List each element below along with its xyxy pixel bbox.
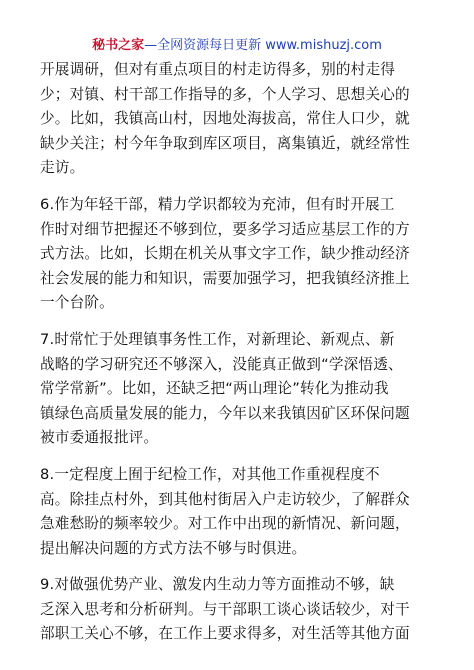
text-line: 提出解决问题的方式方法不够与时俱进。 (40, 539, 307, 557)
paragraph-6 (40, 193, 434, 316)
text-line: 社会发展的能力和知识，需要加强学习，把我镇经济推上 (40, 269, 410, 287)
text-line: 乏深入思考和分析研判。与干部职工谈心谈话较少，对干 (40, 600, 410, 618)
text-line: 7.时常忙于处理镇事务性工作，对新理论、新观点、新 (40, 330, 395, 348)
paragraph-9 (40, 573, 434, 647)
text-line: 镇绿色高质量发展的能力，今年以来我镇因矿区环保问题 (40, 404, 410, 422)
paragraph-5-continued (40, 58, 434, 181)
site-header (0, 38, 474, 54)
text-line: 高。除挂点村外，到其他村街居入户走访较少，了解群众 (40, 490, 410, 508)
text-line: 急难愁盼的频率较少。对工作中出现的新情况、新问题， (40, 515, 410, 533)
text-line: 一个台阶。 (40, 294, 114, 312)
text-line: 少；对镇、村干部工作指导的多，个人学习、思想关心的 (40, 85, 410, 103)
text-line: 作时对细节把握还不够到位，要多学习适应基层工作的方 (40, 220, 410, 238)
document-body (40, 58, 434, 659)
site-tagline-url: —全网资源每日更新 www.mishuzj.com (144, 38, 382, 53)
text-line: 缺少关注；村今年争取到库区项目，离集镇近，就经常性 (40, 134, 410, 152)
paragraph-7 (40, 328, 434, 451)
text-line: 战略的学习研究还不够深入，没能真正做到“学深悟透、 (40, 355, 403, 373)
text-line: 9.对做强优势产业、激发内生动力等方面推动不够，缺 (40, 576, 395, 594)
text-line: 式方法。比如，长期在机关从事文字工作，缺少推动经济 (40, 245, 410, 263)
text-line: 被市委通报批评。 (40, 429, 159, 447)
text-line: 常学常新”。比如，还缺乏把“两山理论”转化为推动我 (40, 380, 389, 398)
paragraph-8 (40, 463, 434, 561)
text-line: 开展调研，但对有重点项目的村走访得多，别的村走得 (40, 61, 396, 78)
text-line: 走访。 (40, 159, 85, 177)
text-line: 6.作为年轻干部，精力学识都较为充沛，但有时开展工 (40, 195, 395, 213)
text-line: 少。比如，我镇高山村，因地处海拔高，常住人口少，就 (40, 110, 410, 128)
text-line: 部职工关心不够，在工作上要求得多，对生活等其他方面 (40, 625, 410, 643)
site-brand: 秘书之家 (92, 38, 145, 53)
text-line: 8.一定程度上囿于纪检工作，对其他工作重视程度不 (40, 465, 380, 483)
